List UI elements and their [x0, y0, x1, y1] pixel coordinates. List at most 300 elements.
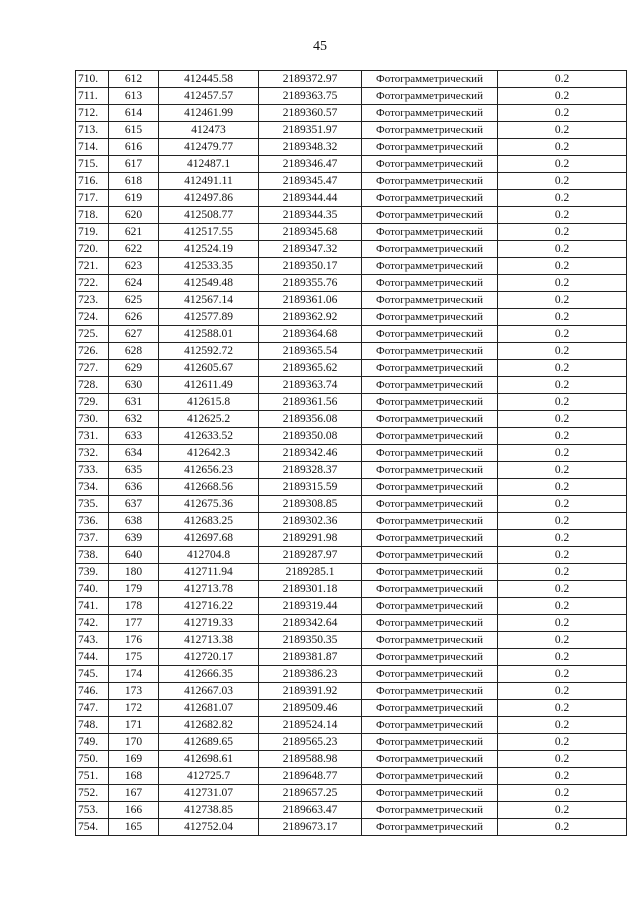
- method-cell: Фотограмметрический: [362, 649, 498, 666]
- x-coordinate-cell: 412625.2: [159, 411, 259, 428]
- x-coordinate-cell: 412549.48: [159, 275, 259, 292]
- x-coordinate-cell: 412517.55: [159, 224, 259, 241]
- point-number-cell: 628: [109, 343, 159, 360]
- accuracy-cell: 0.2: [498, 343, 627, 360]
- coordinates-table-body: [76, 71, 627, 836]
- method-cell: Фотограмметрический: [362, 275, 498, 292]
- table-row: [76, 139, 627, 156]
- point-number-cell: 640: [109, 547, 159, 564]
- table-row: [76, 581, 627, 598]
- accuracy-cell: 0.2: [498, 513, 627, 530]
- table-row: [76, 343, 627, 360]
- table-row: [76, 513, 627, 530]
- table-row: [76, 717, 627, 734]
- table-row: [76, 564, 627, 581]
- row-number-cell: 728.: [76, 377, 109, 394]
- row-number-cell: 751.: [76, 768, 109, 785]
- method-cell: Фотограмметрический: [362, 343, 498, 360]
- accuracy-cell: 0.2: [498, 105, 627, 122]
- point-number-cell: 174: [109, 666, 159, 683]
- table-row: [76, 411, 627, 428]
- point-number-cell: 632: [109, 411, 159, 428]
- accuracy-cell: 0.2: [498, 581, 627, 598]
- point-number-cell: 629: [109, 360, 159, 377]
- method-cell: Фотограмметрический: [362, 377, 498, 394]
- row-number-cell: 753.: [76, 802, 109, 819]
- point-number-cell: 180: [109, 564, 159, 581]
- x-coordinate-cell: 412704.8: [159, 547, 259, 564]
- y-coordinate-cell: 2189346.47: [259, 156, 362, 173]
- table-row: [76, 275, 627, 292]
- accuracy-cell: 0.2: [498, 547, 627, 564]
- method-cell: Фотограмметрический: [362, 88, 498, 105]
- accuracy-cell: 0.2: [498, 802, 627, 819]
- row-number-cell: 723.: [76, 292, 109, 309]
- table-row: [76, 700, 627, 717]
- x-coordinate-cell: 412682.82: [159, 717, 259, 734]
- table-row: [76, 428, 627, 445]
- table-row: [76, 751, 627, 768]
- x-coordinate-cell: 412683.25: [159, 513, 259, 530]
- method-cell: Фотограмметрический: [362, 802, 498, 819]
- point-number-cell: 173: [109, 683, 159, 700]
- accuracy-cell: 0.2: [498, 394, 627, 411]
- accuracy-cell: 0.2: [498, 598, 627, 615]
- row-number-cell: 719.: [76, 224, 109, 241]
- row-number-cell: 750.: [76, 751, 109, 768]
- accuracy-cell: 0.2: [498, 173, 627, 190]
- table-row: [76, 105, 627, 122]
- point-number-cell: 166: [109, 802, 159, 819]
- method-cell: Фотограмметрический: [362, 411, 498, 428]
- method-cell: Фотограмметрический: [362, 190, 498, 207]
- y-coordinate-cell: 2189345.68: [259, 224, 362, 241]
- row-number-cell: 745.: [76, 666, 109, 683]
- point-number-cell: 621: [109, 224, 159, 241]
- point-number-cell: 175: [109, 649, 159, 666]
- row-number-cell: 744.: [76, 649, 109, 666]
- x-coordinate-cell: 412668.56: [159, 479, 259, 496]
- method-cell: Фотограмметрический: [362, 700, 498, 717]
- point-number-cell: 639: [109, 530, 159, 547]
- accuracy-cell: 0.2: [498, 258, 627, 275]
- point-number-cell: 618: [109, 173, 159, 190]
- method-cell: Фотограмметрический: [362, 105, 498, 122]
- x-coordinate-cell: 412713.38: [159, 632, 259, 649]
- y-coordinate-cell: 2189345.47: [259, 173, 362, 190]
- table-row: [76, 173, 627, 190]
- accuracy-cell: 0.2: [498, 700, 627, 717]
- row-number-cell: 725.: [76, 326, 109, 343]
- table-row: [76, 683, 627, 700]
- table-row: [76, 734, 627, 751]
- method-cell: Фотограмметрический: [362, 598, 498, 615]
- y-coordinate-cell: 2189673.17: [259, 819, 362, 836]
- y-coordinate-cell: 2189308.85: [259, 496, 362, 513]
- x-coordinate-cell: 412615.8: [159, 394, 259, 411]
- method-cell: Фотограмметрический: [362, 666, 498, 683]
- method-cell: Фотограмметрический: [362, 785, 498, 802]
- y-coordinate-cell: 2189287.97: [259, 547, 362, 564]
- accuracy-cell: 0.2: [498, 122, 627, 139]
- x-coordinate-cell: 412731.07: [159, 785, 259, 802]
- y-coordinate-cell: 2189301.18: [259, 581, 362, 598]
- y-coordinate-cell: 2189351.97: [259, 122, 362, 139]
- point-number-cell: 638: [109, 513, 159, 530]
- x-coordinate-cell: 412711.94: [159, 564, 259, 581]
- point-number-cell: 635: [109, 462, 159, 479]
- table-row: [76, 394, 627, 411]
- x-coordinate-cell: 412592.72: [159, 343, 259, 360]
- table-row: [76, 360, 627, 377]
- accuracy-cell: 0.2: [498, 292, 627, 309]
- table-row: [76, 649, 627, 666]
- point-number-cell: 176: [109, 632, 159, 649]
- accuracy-cell: 0.2: [498, 156, 627, 173]
- y-coordinate-cell: 2189364.68: [259, 326, 362, 343]
- table-row: [76, 258, 627, 275]
- x-coordinate-cell: 412577.89: [159, 309, 259, 326]
- row-number-cell: 731.: [76, 428, 109, 445]
- table-row: [76, 207, 627, 224]
- y-coordinate-cell: 2189363.74: [259, 377, 362, 394]
- method-cell: Фотограмметрический: [362, 547, 498, 564]
- method-cell: Фотограмметрический: [362, 819, 498, 836]
- point-number-cell: 177: [109, 615, 159, 632]
- table-row: [76, 292, 627, 309]
- row-number-cell: 732.: [76, 445, 109, 462]
- x-coordinate-cell: 412752.04: [159, 819, 259, 836]
- point-number-cell: 179: [109, 581, 159, 598]
- table-row: [76, 666, 627, 683]
- method-cell: Фотограмметрический: [362, 326, 498, 343]
- y-coordinate-cell: 2189350.35: [259, 632, 362, 649]
- point-number-cell: 636: [109, 479, 159, 496]
- x-coordinate-cell: 412697.68: [159, 530, 259, 547]
- table-row: [76, 598, 627, 615]
- method-cell: Фотограмметрический: [362, 292, 498, 309]
- accuracy-cell: 0.2: [498, 479, 627, 496]
- method-cell: Фотограмметрический: [362, 768, 498, 785]
- method-cell: Фотограмметрический: [362, 717, 498, 734]
- method-cell: Фотограмметрический: [362, 122, 498, 139]
- row-number-cell: 749.: [76, 734, 109, 751]
- row-number-cell: 739.: [76, 564, 109, 581]
- accuracy-cell: 0.2: [498, 717, 627, 734]
- accuracy-cell: 0.2: [498, 751, 627, 768]
- accuracy-cell: 0.2: [498, 139, 627, 156]
- table-row: [76, 819, 627, 836]
- y-coordinate-cell: 2189381.87: [259, 649, 362, 666]
- x-coordinate-cell: 412445.58: [159, 71, 259, 88]
- row-number-cell: 720.: [76, 241, 109, 258]
- table-row: [76, 547, 627, 564]
- y-coordinate-cell: 2189360.57: [259, 105, 362, 122]
- method-cell: Фотограмметрический: [362, 479, 498, 496]
- method-cell: Фотограмметрический: [362, 445, 498, 462]
- y-coordinate-cell: 2189365.62: [259, 360, 362, 377]
- row-number-cell: 714.: [76, 139, 109, 156]
- y-coordinate-cell: 2189365.54: [259, 343, 362, 360]
- accuracy-cell: 0.2: [498, 564, 627, 581]
- row-number-cell: 715.: [76, 156, 109, 173]
- table-row: [76, 445, 627, 462]
- y-coordinate-cell: 2189285.1: [259, 564, 362, 581]
- point-number-cell: 170: [109, 734, 159, 751]
- accuracy-cell: 0.2: [498, 88, 627, 105]
- y-coordinate-cell: 2189524.14: [259, 717, 362, 734]
- row-number-cell: 743.: [76, 632, 109, 649]
- method-cell: Фотограмметрический: [362, 360, 498, 377]
- y-coordinate-cell: 2189663.47: [259, 802, 362, 819]
- method-cell: Фотограмметрический: [362, 428, 498, 445]
- row-number-cell: 729.: [76, 394, 109, 411]
- table-row: [76, 632, 627, 649]
- accuracy-cell: 0.2: [498, 241, 627, 258]
- accuracy-cell: 0.2: [498, 445, 627, 462]
- point-number-cell: 630: [109, 377, 159, 394]
- table-row: [76, 88, 627, 105]
- row-number-cell: 742.: [76, 615, 109, 632]
- x-coordinate-cell: 412666.35: [159, 666, 259, 683]
- table-row: [76, 530, 627, 547]
- table-row: [76, 479, 627, 496]
- row-number-cell: 726.: [76, 343, 109, 360]
- row-number-cell: 710.: [76, 71, 109, 88]
- row-number-cell: 713.: [76, 122, 109, 139]
- row-number-cell: 718.: [76, 207, 109, 224]
- point-number-cell: 167: [109, 785, 159, 802]
- row-number-cell: 733.: [76, 462, 109, 479]
- point-number-cell: 169: [109, 751, 159, 768]
- x-coordinate-cell: 412461.99: [159, 105, 259, 122]
- row-number-cell: 721.: [76, 258, 109, 275]
- table-row: [76, 241, 627, 258]
- y-coordinate-cell: 2189648.77: [259, 768, 362, 785]
- x-coordinate-cell: 412713.78: [159, 581, 259, 598]
- point-number-cell: 615: [109, 122, 159, 139]
- x-coordinate-cell: 412457.57: [159, 88, 259, 105]
- accuracy-cell: 0.2: [498, 309, 627, 326]
- accuracy-cell: 0.2: [498, 649, 627, 666]
- point-number-cell: 633: [109, 428, 159, 445]
- x-coordinate-cell: 412681.07: [159, 700, 259, 717]
- accuracy-cell: 0.2: [498, 615, 627, 632]
- x-coordinate-cell: 412588.01: [159, 326, 259, 343]
- row-number-cell: 735.: [76, 496, 109, 513]
- point-number-cell: 171: [109, 717, 159, 734]
- point-number-cell: 178: [109, 598, 159, 615]
- y-coordinate-cell: 2189344.35: [259, 207, 362, 224]
- point-number-cell: 626: [109, 309, 159, 326]
- method-cell: Фотограмметрический: [362, 581, 498, 598]
- method-cell: Фотограмметрический: [362, 224, 498, 241]
- y-coordinate-cell: 2189350.08: [259, 428, 362, 445]
- x-coordinate-cell: 412698.61: [159, 751, 259, 768]
- row-number-cell: 747.: [76, 700, 109, 717]
- table-row: [76, 785, 627, 802]
- method-cell: Фотограмметрический: [362, 530, 498, 547]
- method-cell: Фотограмметрический: [362, 309, 498, 326]
- x-coordinate-cell: 412675.36: [159, 496, 259, 513]
- row-number-cell: 738.: [76, 547, 109, 564]
- table-row: [76, 768, 627, 785]
- point-number-cell: 614: [109, 105, 159, 122]
- table-row: [76, 462, 627, 479]
- method-cell: Фотограмметрический: [362, 139, 498, 156]
- y-coordinate-cell: 2189291.98: [259, 530, 362, 547]
- y-coordinate-cell: 2189372.97: [259, 71, 362, 88]
- point-number-cell: 617: [109, 156, 159, 173]
- x-coordinate-cell: 412491.11: [159, 173, 259, 190]
- row-number-cell: 734.: [76, 479, 109, 496]
- x-coordinate-cell: 412633.52: [159, 428, 259, 445]
- point-number-cell: 622: [109, 241, 159, 258]
- row-number-cell: 711.: [76, 88, 109, 105]
- method-cell: Фотограмметрический: [362, 258, 498, 275]
- y-coordinate-cell: 2189350.17: [259, 258, 362, 275]
- accuracy-cell: 0.2: [498, 734, 627, 751]
- point-number-cell: 634: [109, 445, 159, 462]
- row-number-cell: 737.: [76, 530, 109, 547]
- point-number-cell: 613: [109, 88, 159, 105]
- y-coordinate-cell: 2189363.75: [259, 88, 362, 105]
- y-coordinate-cell: 2189344.44: [259, 190, 362, 207]
- y-coordinate-cell: 2189362.92: [259, 309, 362, 326]
- point-number-cell: 623: [109, 258, 159, 275]
- row-number-cell: 712.: [76, 105, 109, 122]
- x-coordinate-cell: 412479.77: [159, 139, 259, 156]
- table-row: [76, 802, 627, 819]
- method-cell: Фотограмметрический: [362, 156, 498, 173]
- accuracy-cell: 0.2: [498, 411, 627, 428]
- row-number-cell: 717.: [76, 190, 109, 207]
- accuracy-cell: 0.2: [498, 785, 627, 802]
- page-number: 45: [313, 39, 327, 54]
- x-coordinate-cell: 412473: [159, 122, 259, 139]
- y-coordinate-cell: 2189342.64: [259, 615, 362, 632]
- row-number-cell: 724.: [76, 309, 109, 326]
- point-number-cell: 172: [109, 700, 159, 717]
- method-cell: Фотограмметрический: [362, 632, 498, 649]
- accuracy-cell: 0.2: [498, 768, 627, 785]
- row-number-cell: 748.: [76, 717, 109, 734]
- method-cell: Фотограмметрический: [362, 462, 498, 479]
- x-coordinate-cell: 412719.33: [159, 615, 259, 632]
- x-coordinate-cell: 412524.19: [159, 241, 259, 258]
- row-number-cell: 727.: [76, 360, 109, 377]
- row-number-cell: 754.: [76, 819, 109, 836]
- table-row: [76, 326, 627, 343]
- point-number-cell: 165: [109, 819, 159, 836]
- point-number-cell: 616: [109, 139, 159, 156]
- table-row: [76, 122, 627, 139]
- row-number-cell: 722.: [76, 275, 109, 292]
- accuracy-cell: 0.2: [498, 632, 627, 649]
- method-cell: Фотограмметрический: [362, 564, 498, 581]
- row-number-cell: 752.: [76, 785, 109, 802]
- table-row: [76, 156, 627, 173]
- method-cell: Фотограмметрический: [362, 71, 498, 88]
- table-row: [76, 309, 627, 326]
- x-coordinate-cell: 412716.22: [159, 598, 259, 615]
- accuracy-cell: 0.2: [498, 207, 627, 224]
- y-coordinate-cell: 2189391.92: [259, 683, 362, 700]
- method-cell: Фотограмметрический: [362, 241, 498, 258]
- y-coordinate-cell: 2189315.59: [259, 479, 362, 496]
- x-coordinate-cell: 412487.1: [159, 156, 259, 173]
- accuracy-cell: 0.2: [498, 224, 627, 241]
- x-coordinate-cell: 412689.65: [159, 734, 259, 751]
- method-cell: Фотограмметрический: [362, 683, 498, 700]
- accuracy-cell: 0.2: [498, 360, 627, 377]
- method-cell: Фотограмметрический: [362, 513, 498, 530]
- accuracy-cell: 0.2: [498, 666, 627, 683]
- point-number-cell: 627: [109, 326, 159, 343]
- method-cell: Фотограмметрический: [362, 496, 498, 513]
- x-coordinate-cell: 412720.17: [159, 649, 259, 666]
- y-coordinate-cell: 2189328.37: [259, 462, 362, 479]
- table-row: [76, 71, 627, 88]
- accuracy-cell: 0.2: [498, 819, 627, 836]
- table-row: [76, 496, 627, 513]
- y-coordinate-cell: 2189361.56: [259, 394, 362, 411]
- row-number-cell: 730.: [76, 411, 109, 428]
- y-coordinate-cell: 2189565.23: [259, 734, 362, 751]
- row-number-cell: 740.: [76, 581, 109, 598]
- y-coordinate-cell: 2189319.44: [259, 598, 362, 615]
- table-row: [76, 377, 627, 394]
- point-number-cell: 631: [109, 394, 159, 411]
- y-coordinate-cell: 2189356.08: [259, 411, 362, 428]
- point-number-cell: 624: [109, 275, 159, 292]
- x-coordinate-cell: 412567.14: [159, 292, 259, 309]
- row-number-cell: 716.: [76, 173, 109, 190]
- accuracy-cell: 0.2: [498, 275, 627, 292]
- coordinates-table: [75, 70, 627, 836]
- point-number-cell: 619: [109, 190, 159, 207]
- x-coordinate-cell: 412725.7: [159, 768, 259, 785]
- x-coordinate-cell: 412611.49: [159, 377, 259, 394]
- accuracy-cell: 0.2: [498, 462, 627, 479]
- accuracy-cell: 0.2: [498, 530, 627, 547]
- x-coordinate-cell: 412508.77: [159, 207, 259, 224]
- point-number-cell: 620: [109, 207, 159, 224]
- table-row: [76, 190, 627, 207]
- y-coordinate-cell: 2189361.06: [259, 292, 362, 309]
- method-cell: Фотограмметрический: [362, 207, 498, 224]
- accuracy-cell: 0.2: [498, 326, 627, 343]
- row-number-cell: 741.: [76, 598, 109, 615]
- point-number-cell: 625: [109, 292, 159, 309]
- accuracy-cell: 0.2: [498, 377, 627, 394]
- x-coordinate-cell: 412605.67: [159, 360, 259, 377]
- y-coordinate-cell: 2189657.25: [259, 785, 362, 802]
- x-coordinate-cell: 412497.86: [159, 190, 259, 207]
- method-cell: Фотограмметрический: [362, 734, 498, 751]
- table-row: [76, 615, 627, 632]
- x-coordinate-cell: 412533.35: [159, 258, 259, 275]
- point-number-cell: 168: [109, 768, 159, 785]
- row-number-cell: 746.: [76, 683, 109, 700]
- x-coordinate-cell: 412667.03: [159, 683, 259, 700]
- point-number-cell: 637: [109, 496, 159, 513]
- method-cell: Фотограмметрический: [362, 615, 498, 632]
- table-row: [76, 224, 627, 241]
- method-cell: Фотограмметрический: [362, 394, 498, 411]
- x-coordinate-cell: 412656.23: [159, 462, 259, 479]
- accuracy-cell: 0.2: [498, 190, 627, 207]
